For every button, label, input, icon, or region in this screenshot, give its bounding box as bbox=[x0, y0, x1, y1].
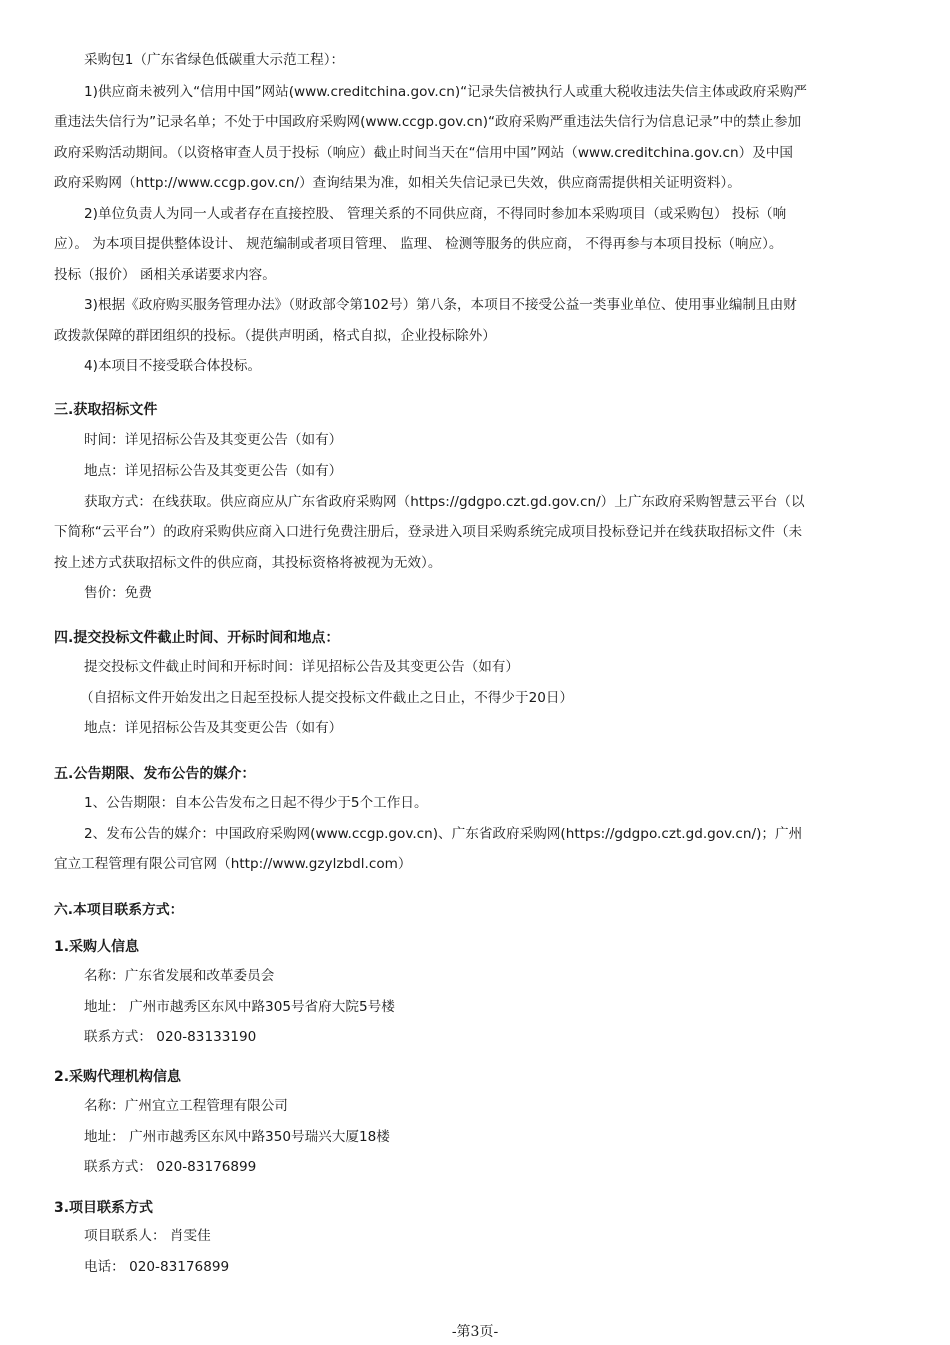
agency-heading: 2.采购代理机构信息 bbox=[54, 1069, 182, 1085]
package-item2-line2: 应）。 为本项目提供整体设计、 规范编制或者项目管理、 监理、 检测等服务的供应商， 不得再参与本项目投标（响应）。 bbox=[54, 236, 783, 252]
project-contact-heading: 3.项目联系方式 bbox=[54, 1200, 154, 1216]
section5-item2-line2: 宜立工程管理有限公司官网（http://www.gzylzbdl.com） bbox=[54, 856, 412, 872]
package-item3-line1: 3)根据《政府购买服务管理办法》（财政部令第102号）第八条，本项目不接受公益一类事业单位、使用事业编制且由财 bbox=[84, 297, 797, 313]
purchaser-contact: 联系方式： 020-83133190 bbox=[84, 1029, 257, 1045]
page-number: -第3页- bbox=[451, 1324, 499, 1340]
package-item2-line3: 投标（报价） 函相关承诺要求内容。 bbox=[54, 267, 276, 283]
purchaser-heading: 1.采购人信息 bbox=[54, 939, 140, 955]
section3-heading: 三.获取招标文件 bbox=[54, 402, 158, 418]
section4-place: 地点：详见招标公告及其变更公告（如有） bbox=[84, 720, 343, 736]
section3-method-line2: 下简称“云平台”）的政府采购供应商入口进行免费注册后，登录进入项目采购系统完成项目投标登记并在线获取招标文件（未 bbox=[54, 524, 803, 540]
project-contact-person: 项目联系人： 肖雯佳 bbox=[84, 1228, 211, 1244]
purchaser-address: 地址： 广州市越秀区东风中路305号省府大院5号楼 bbox=[84, 999, 395, 1015]
section3-method-line1: 获取方式：在线获取。供应商应从广东省政府采购网（https://gdgpo.czt.gd.gov.cn/）上广东政府采购智慧云平台（以 bbox=[84, 494, 805, 510]
agency-address: 地址： 广州市越秀区东风中路350号瑞兴大厦18楼 bbox=[84, 1129, 390, 1145]
package-item2-line1: 2)单位负责人为同一人或者存在直接控股、 管理关系的不同供应商，不得同时参加本采购项目（或采购包） 投标（响 bbox=[84, 206, 787, 222]
section3-time: 时间：详见招标公告及其变更公告（如有） bbox=[84, 432, 343, 448]
section3-price: 售价：免费 bbox=[84, 585, 152, 601]
project-contact-phone: 电话： 020-83176899 bbox=[84, 1259, 230, 1275]
agency-name: 名称：广州宜立工程管理有限公司 bbox=[84, 1098, 288, 1114]
package-item1-line4: 政府采购网（http://www.ccgp.gov.cn/）查询结果为准，如相关失信记录已失效，供应商需提供相关证明资料）。 bbox=[54, 175, 741, 191]
package-item1-line2: 重违法失信行为”记录名单；不处于中国政府采购网(www.ccgp.gov.cn)“政府采购严重违法失信行为信息记录”中的禁止参加 bbox=[54, 114, 802, 130]
agency-contact: 联系方式： 020-83176899 bbox=[84, 1159, 257, 1175]
package-item1-line3: 政府采购活动期间。（以资格审查人员于投标（响应）截止时间当天在“信用中国”网站（www.creditchina.gov.cn）及中国 bbox=[54, 145, 793, 161]
section3-place: 地点：详见招标公告及其变更公告（如有） bbox=[84, 463, 343, 479]
section5-item1: 1、公告期限：自本公告发布之日起不得少于5个工作日。 bbox=[84, 795, 428, 811]
section4-heading: 四.提交投标文件截止时间、开标时间和地点： bbox=[54, 630, 340, 646]
section3-method-line3: 按上述方式获取招标文件的供应商，其投标资格将被视为无效）。 bbox=[54, 555, 442, 571]
purchaser-name: 名称：广东省发展和改革委员会 bbox=[84, 968, 275, 984]
section4-deadline: 提交投标文件截止时间和开标时间：详见招标公告及其变更公告（如有） bbox=[84, 659, 519, 675]
package-title: 采购包1（广东省绿色低碳重大示范工程）： bbox=[84, 52, 345, 68]
section5-item2-line1: 2、发布公告的媒介：中国政府采购网(www.ccgp.gov.cn)、广东省政府采购网(https://gdgpo.czt.gd.gov.cn/)；广州 bbox=[84, 826, 803, 842]
section6-heading: 六.本项目联系方式： bbox=[54, 902, 184, 918]
section4-note: （自招标文件开始发出之日起至投标人提交投标文件截止之日止，不得少于20日） bbox=[80, 690, 574, 706]
section5-heading: 五.公告期限、发布公告的媒介： bbox=[54, 766, 256, 782]
package-item3-line2: 政拨款保障的群团组织的投标。（提供声明函，格式自拟，企业投标除外） bbox=[54, 328, 496, 344]
package-item4: 4)本项目不接受联合体投标。 bbox=[84, 358, 262, 374]
package-item1-line1: 1)供应商未被列入“信用中国”网站(www.creditchina.gov.cn)“记录失信被执行人或重大税收违法失信主体或政府采购严 bbox=[84, 84, 808, 100]
